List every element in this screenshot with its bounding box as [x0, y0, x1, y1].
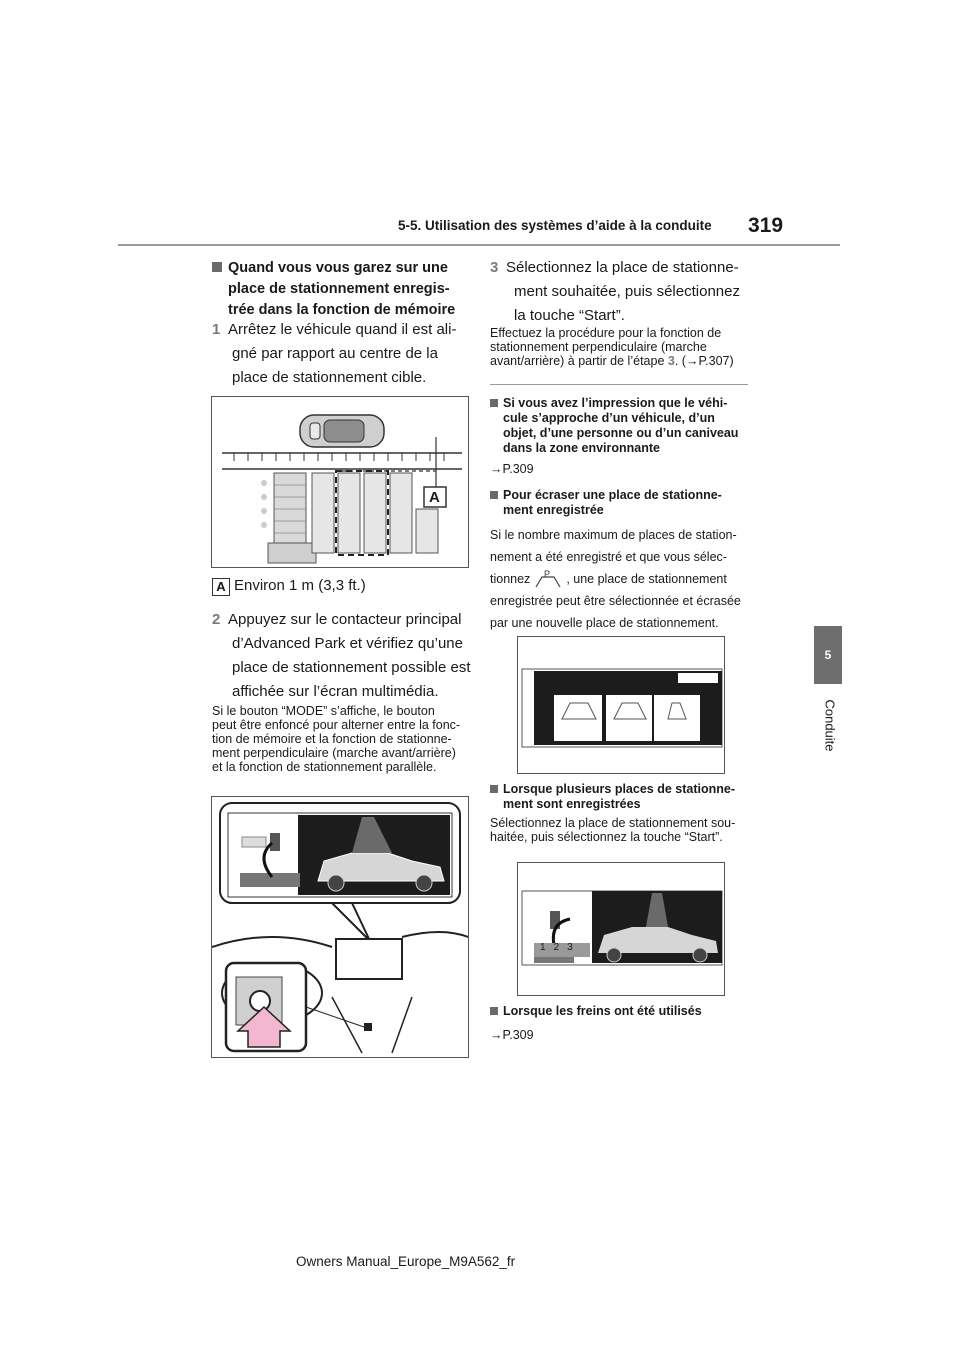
tip-heading-1: Si vous avez l’impression que le véhi- cule s’approche d’un véhicule, d’un objet, d’une personne ou d’un caniveau dans la zone environnante — [490, 396, 738, 456]
section-divider — [490, 384, 748, 385]
tip-ref-4: →P.309 — [490, 1028, 534, 1042]
space-3[interactable]: 3 — [567, 942, 573, 953]
page-number: 319 — [748, 214, 784, 237]
chapter-label: Conduite — [822, 699, 838, 752]
dashboard-illustration — [212, 797, 468, 1057]
square-bullet-icon — [490, 1007, 498, 1015]
parking-lot-illustration — [212, 397, 468, 567]
bullet-heading-1: Quand vous vous garez sur une place de stationnement enregis- trée dans la fonction de mémoire — [212, 258, 455, 321]
marker-a-label: A — [429, 489, 440, 506]
parking-spaces-screen — [517, 636, 725, 774]
footer-text: Owners Manual_Europe_M9A562_fr — [296, 1254, 516, 1269]
tip-heading-4: Lorsque les freins ont été utilisés — [490, 1004, 702, 1019]
procedure-note: Effectuez la procédure pour la fonction de stationnement perpendiculaire (marche avant/arrière) à partir de l’étape 3. (→P.307) — [490, 326, 734, 368]
svg-text:P: P — [544, 569, 551, 579]
header-rule — [118, 244, 840, 246]
square-bullet-icon — [490, 399, 498, 407]
square-bullet-icon — [490, 785, 498, 793]
step-1: 1 Arrêtez le véhicule quand il est ali- gné par rapport au centre de la place de stationnement cible. — [212, 321, 457, 386]
overwrite-text: Si le nombre maximum de places de station- nement a été enregistré et que vous sélec- tionnez P , une place de stationnement enregistrée peut être sélectionnée et écrasée par une nouvelle place de stationnement. — [490, 528, 741, 630]
chapter-tab: 5 — [814, 626, 842, 684]
tip-heading-2: Pour écraser une place de stationne- ment enregistrée — [490, 488, 722, 518]
parking-diagram — [211, 396, 469, 568]
step-2: 2 Appuyez sur le contacteur principal d’Advanced Park et vérifiez qu’une place de stationnement possible est affichée sur l’écran multimédia. — [212, 611, 471, 700]
space-number-row — [540, 942, 573, 953]
multiple-spaces-text: Sélectionnez la place de stationnement sou- haitée, puis sélectionnez la touche “Start”. — [490, 816, 736, 844]
caption-text: Environ 1 m (3,3 ft.) — [234, 577, 366, 594]
select-space-screen — [517, 862, 725, 996]
space-1[interactable]: 1 — [540, 942, 546, 953]
parking-register-icon — [532, 569, 564, 589]
tip-ref-1: →P.309 — [490, 462, 534, 476]
caption-marker: A — [212, 578, 230, 596]
tip-heading-3: Lorsque plusieurs places de stationne- ment sont enregistrées — [490, 782, 735, 812]
step-3: 3 Sélectionnez la place de stationne- ment souhaitée, puis sélectionnez la touche “Start”. — [490, 259, 740, 324]
space-2[interactable]: 2 — [553, 942, 560, 953]
square-bullet-icon — [490, 491, 498, 499]
car-topview — [300, 415, 384, 447]
square-bullet-icon — [212, 262, 222, 272]
section-title: 5-5. Utilisation des systèmes d’aide à la conduite — [398, 218, 712, 233]
mode-note: Si le bouton “MODE” s’affiche, le bouton peut être enfoncé pour alterner entre la fonc- tion de mémoire et la fonction de stationne- ment perpendiculaire (marche avant/arrière) et la fonction de stationnement parallèle. — [212, 704, 461, 774]
dashboard-diagram — [211, 796, 469, 1058]
